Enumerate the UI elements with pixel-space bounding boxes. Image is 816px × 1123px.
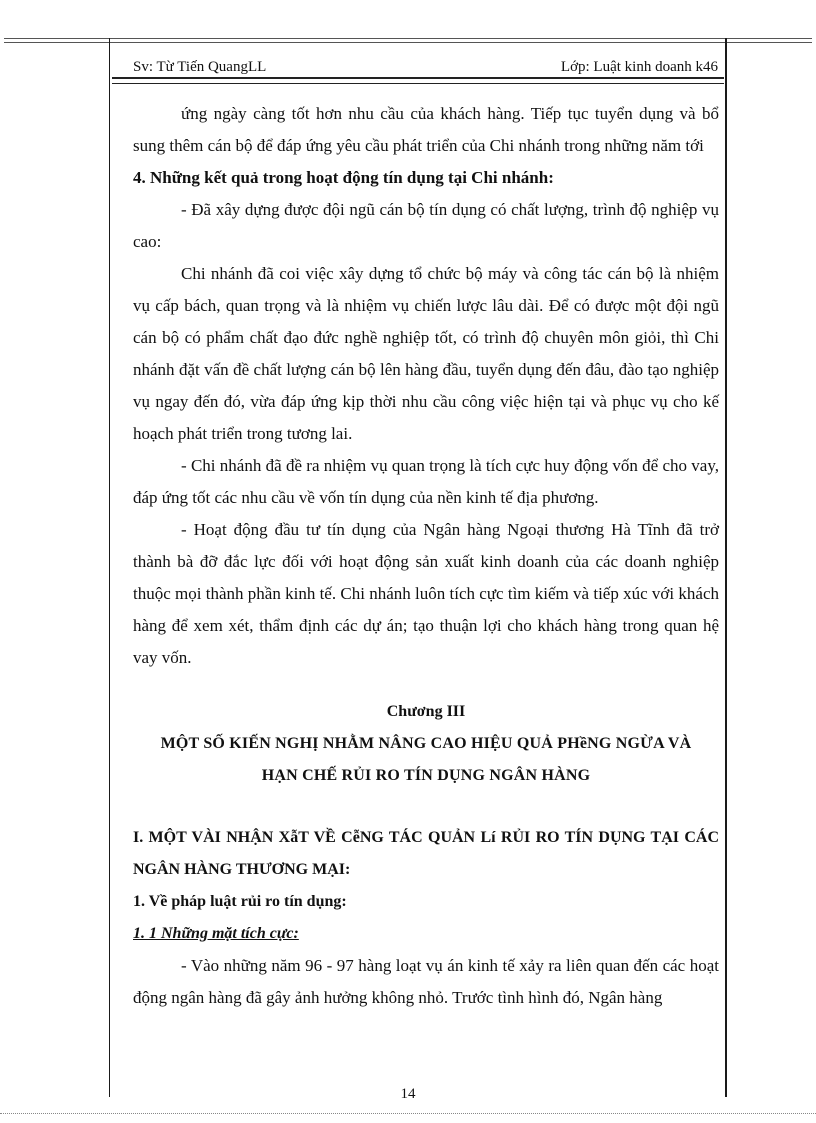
section-4-heading: 4. Những kết quả trong hoạt động tín dụng tại Chi nhánh: xyxy=(133,168,554,187)
paragraph-staff-quality: - Đã xây dựng được đội ngũ cán bộ tín dụng có chất lượng, trình độ nghiệp vụ cao: xyxy=(133,200,719,251)
header-student-name: Sv: Từ Tiến QuangLL xyxy=(133,59,267,75)
page-header xyxy=(133,52,718,76)
bottom-dotted-line xyxy=(0,1113,816,1114)
chapter-title: Chương III xyxy=(386,703,466,720)
chapter-heading-line-1: MỘT SỐ KIẾN NGHỊ NHẰM NÂNG CAO HIỆU QUẢ PHềNG NGỪA VÀ xyxy=(160,735,692,752)
chapter-heading-line-2: HẠN CHẾ RỦI RO TÍN DỤNG NGÂN HÀNG xyxy=(261,767,591,784)
paragraph-line: ứng ngày càng tốt hơn nhu cầu của khách hàng. Tiếp tục tuyển dụng và bổ xyxy=(181,104,719,123)
paragraph-continued xyxy=(133,98,719,162)
paragraph-economic-cases: - Vào những năm 96 - 97 hàng loạt vụ án kinh tế xảy ra liên quan đến các hoạt động ngân hàng đã gây ảnh hưởng không nhỏ. Trước tình hình đó, Ngân hàng xyxy=(133,956,719,1007)
page-number: 14 xyxy=(400,1086,416,1102)
paragraph-line: sung thêm cán bộ để đáp ứng yêu cầu phát triển của Chi nhánh trong những năm tới xyxy=(133,136,704,155)
paragraph-credit-investment: - Hoạt động đầu tư tín dụng của Ngân hàng Ngoại thương Hà Tĩnh đã trở thành bà đỡ đắc lực đối với hoạt động sản xuất kinh doanh của các doanh nghiệp thuộc mọi thành phần kinh tế. Chi nhánh luôn tích cực tìm kiếm và tiếp xúc với khách hàng để xem xét, thẩm định các dự án; tạo thuận lợi cho khách hàng trong quan hệ vay vốn. xyxy=(133,520,719,667)
paragraph-capital-mobilization: - Chi nhánh đã đề ra nhiệm vụ quan trọng là tích cực huy động vốn để cho vay, đáp ứng tốt các nhu cầu về vốn tín dụng của nền kinh tế địa phương. xyxy=(133,456,719,507)
subheading-legal: 1. Về pháp luật rủi ro tín dụng: xyxy=(133,893,347,910)
header-divider xyxy=(112,77,724,84)
paragraph-organization: Chi nhánh đã coi việc xây dựng tổ chức bộ máy và công tác cán bộ là nhiệm vụ cấp bách, quan trọng và là nhiệm vụ chiến lược lâu dài. Để có được một đội ngũ cán bộ có phẩm chất đạo đức nghề nghiệp tốt, có trình độ chuyên môn giỏi, thì Chi nhánh đặt vấn đề chất lượng cán bộ lên hàng đầu, tuyển dụng đến đâu, đào tạo nghiệp vụ ngay đến đó, vừa đáp ứng kịp thời nhu cầu công việc hiện tại và phục vụ cho kế hoạch phát triển trong tương lai. xyxy=(133,264,719,443)
header-class-name: Lớp: Luật kinh doanh k46 xyxy=(560,59,718,75)
subheading-positive-aspects: 1. 1 Những mặt tích cực: xyxy=(133,925,299,942)
section-i-heading: I. MỘT VÀI NHẬN XẫT VỀ CễNG TÁC QUẢN Lí RỦI RO TÍN DỤNG TẠI CÁC NGÂN HÀNG THƯƠNG MẠI: xyxy=(133,829,719,878)
document-body xyxy=(133,98,719,1014)
